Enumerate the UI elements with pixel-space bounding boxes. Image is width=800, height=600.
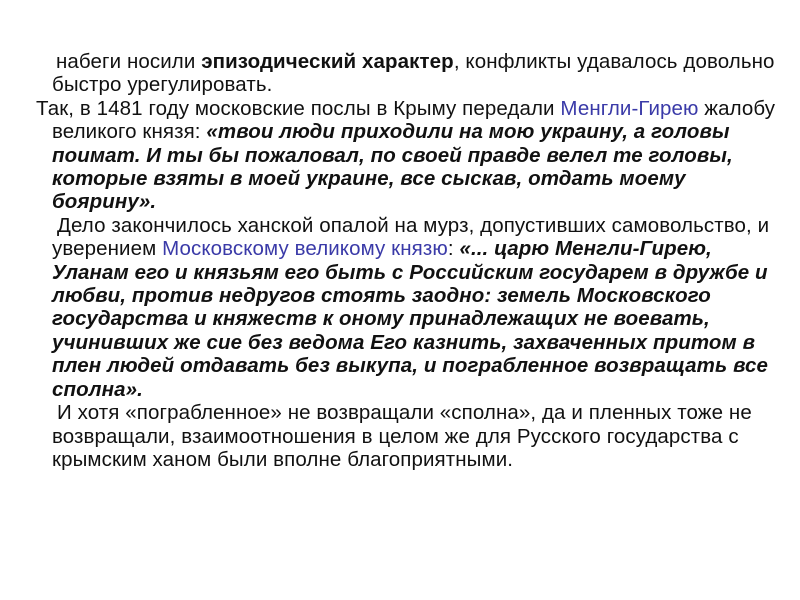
p1-text-1: набеги носили bbox=[56, 50, 202, 73]
p3-text-2: : bbox=[447, 237, 460, 261]
p4-text-1: И хотя «пограбленное» не возвращали «сполна», да и пленных тоже не возвращали, взаимоотношения в целом же для Русского государства с крымским ханом были вполне благоприятными. bbox=[52, 401, 752, 471]
p1-text-2: , конфликты удавалось довольно быстро урегулировать. bbox=[52, 50, 775, 97]
p2-text-2: жалобу великого князя: bbox=[52, 96, 776, 144]
p3-quote: «... царю Менгли-Гирею, Уланам его и князьям его быть с Российским государем в дружбе и любви, против недругов стоять заодно: земель Московского государства и княжеств к оному принадлежащих не воевать, учинивших же сие без ведома Его казнить, захваченных притом в плен людей отдавать без выкупа, и пограбленное возвращать все сполна». bbox=[52, 237, 769, 401]
link-mengli-girey[interactable]: Менгли-Гирею bbox=[560, 96, 699, 120]
p3-text-1: Дело закончилось ханской опалой на мурз, допустивших самовольство, и уверением bbox=[52, 213, 770, 261]
p2-text-1: Так, в 1481 году московские послы в Крыму передали bbox=[36, 96, 561, 120]
paragraph-3 bbox=[52, 214, 782, 401]
text-body bbox=[36, 50, 782, 471]
paragraph-1 bbox=[52, 50, 782, 97]
paragraph-2 bbox=[36, 96, 782, 214]
p2-quote: «твои люди приходили на мою украину, а головы поимат. И ты бы пожаловал, по своей правде велел те головы, которые взяты в моей украине, все сыскав, отдать моему боярину». bbox=[52, 120, 733, 214]
link-moscow-grand-prince[interactable]: Московскому великому князю bbox=[162, 237, 448, 261]
paragraph-4 bbox=[52, 401, 782, 471]
p1-bold-term: эпизодический характер bbox=[201, 50, 454, 73]
